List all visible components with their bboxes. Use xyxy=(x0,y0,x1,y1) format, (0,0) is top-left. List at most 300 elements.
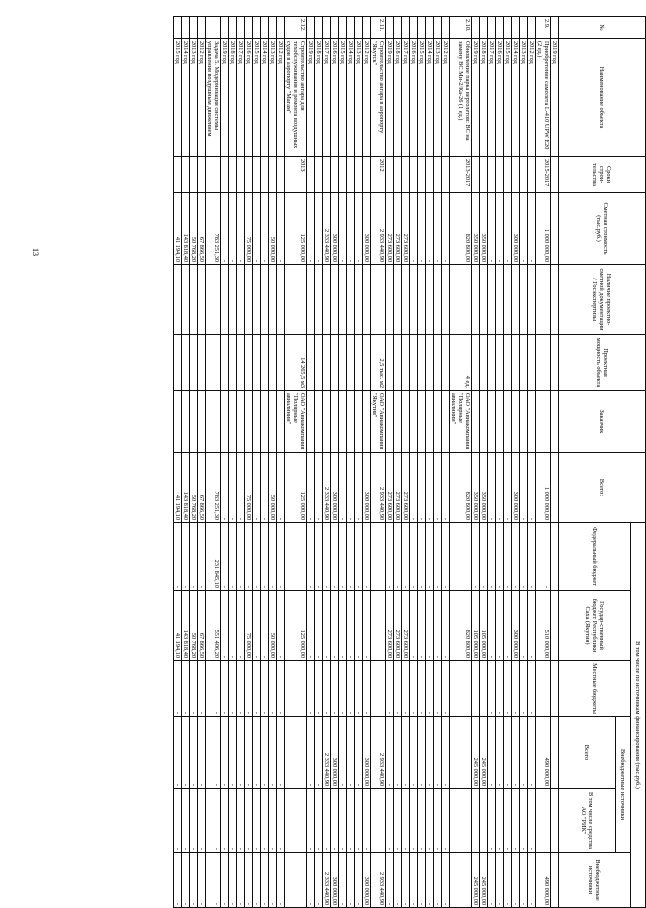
cell-name: Строительство ангара в аэропорту "Якутск" xyxy=(371,39,386,157)
cell-total xyxy=(551,453,559,523)
cell-total: - xyxy=(528,453,536,523)
cell-docs xyxy=(496,265,504,335)
cell-term xyxy=(307,157,315,193)
cell-num xyxy=(410,17,418,39)
cell-term xyxy=(528,157,536,193)
cell-local: - xyxy=(347,661,355,717)
cell-docs xyxy=(480,265,488,335)
cell-rik: - xyxy=(174,789,182,853)
cell-extra-total: - xyxy=(221,717,229,789)
cell-cost: - xyxy=(410,193,418,265)
table-header xyxy=(559,17,646,908)
cell-cost: 2 333 440,90 xyxy=(323,193,331,265)
cell-customer xyxy=(277,391,285,453)
cell-rik: - xyxy=(339,789,347,853)
cell-capacity xyxy=(410,335,418,391)
cell-federal: - xyxy=(418,523,426,591)
cell-name: 2014 год xyxy=(347,39,355,157)
cell-extra2: - xyxy=(394,853,402,908)
cell-local: - xyxy=(394,661,402,717)
cell-num xyxy=(347,17,355,39)
cell-rik: - xyxy=(315,789,323,853)
cell-republic: - xyxy=(528,591,536,661)
cell-republic: - xyxy=(410,591,418,661)
cell-name: 2012 год xyxy=(198,39,206,157)
cell-cost: - xyxy=(237,193,245,265)
cell-customer xyxy=(386,391,394,453)
cell-rik xyxy=(480,789,488,853)
cell-republic: 273 600,00 xyxy=(386,591,394,661)
cell-capacity xyxy=(277,335,285,391)
cell-extra2: - xyxy=(434,853,442,908)
cell-customer xyxy=(442,391,450,453)
cell-capacity xyxy=(418,335,426,391)
cell-term xyxy=(323,157,331,193)
cell-customer xyxy=(496,391,504,453)
table-row xyxy=(504,17,512,908)
cell-capacity xyxy=(331,335,339,391)
cell-federal: - xyxy=(339,523,347,591)
cell-local: - xyxy=(331,661,339,717)
cell-extra-total: - xyxy=(496,717,504,789)
cell-republic: - xyxy=(315,591,323,661)
cell-capacity xyxy=(269,335,277,391)
table-row xyxy=(221,17,229,908)
cell-republic xyxy=(371,591,386,661)
cell-extra-total: - xyxy=(277,717,285,789)
cell-name: 2015 год xyxy=(418,39,426,157)
cell-customer: ОАО "Авиакомпания "Якутия" xyxy=(371,391,386,453)
cell-term xyxy=(480,157,488,193)
cell-capacity xyxy=(536,335,551,391)
cell-federal: - xyxy=(536,523,551,591)
cell-num xyxy=(198,17,206,39)
cell-local: - xyxy=(315,661,323,717)
cell-total: 41 194,10 xyxy=(174,453,182,523)
cell-cost: 350 000,00 xyxy=(472,193,480,265)
cell-customer xyxy=(182,391,190,453)
cell-customer xyxy=(488,391,496,453)
cell-customer xyxy=(402,391,410,453)
cell-rik: - xyxy=(434,789,442,853)
cell-extra-total: - xyxy=(269,717,277,789)
cell-capacity xyxy=(307,335,315,391)
cell-cost: - xyxy=(315,193,323,265)
table-row xyxy=(488,17,496,908)
cell-term xyxy=(434,157,442,193)
cell-term xyxy=(496,157,504,193)
cell-extra2: - xyxy=(174,853,182,908)
cell-num xyxy=(206,17,221,39)
cell-federal: - xyxy=(315,523,323,591)
cell-republic: - xyxy=(363,591,371,661)
cell-republic: - xyxy=(307,591,315,661)
cell-rik: - xyxy=(363,789,371,853)
cell-docs xyxy=(307,265,315,335)
cell-extra-total: - xyxy=(402,717,410,789)
cell-customer xyxy=(206,391,221,453)
cell-customer xyxy=(190,391,198,453)
cell-extra2: - xyxy=(315,853,323,908)
cell-republic: - xyxy=(520,591,528,661)
cell-term xyxy=(504,157,512,193)
table-row xyxy=(347,17,355,908)
cell-total: - xyxy=(339,453,347,523)
cell-extra-total xyxy=(285,717,307,789)
cell-num xyxy=(363,17,371,39)
table-row xyxy=(386,17,394,908)
cell-name: Приобретение самолета L-410 UPW E20 (2 ед.) xyxy=(536,39,551,157)
cell-customer xyxy=(536,391,551,453)
cell-capacity xyxy=(253,335,261,391)
cell-term: 2012 xyxy=(371,157,386,193)
cell-local: - xyxy=(229,661,237,717)
cell-name: 2016 год xyxy=(410,39,418,157)
cell-total: - xyxy=(307,453,315,523)
cell-name: 2019 год xyxy=(221,39,229,157)
cell-name: Задача 5. Модернизация системы управления воздушным движением xyxy=(206,39,221,157)
page-number: 13 xyxy=(31,248,40,256)
cell-total: 350 000,00 xyxy=(472,453,480,523)
header-name: Наименование объекта xyxy=(559,39,646,157)
cell-docs xyxy=(551,265,559,335)
cell-rik: - xyxy=(323,789,331,853)
cell-extra-total: - xyxy=(512,717,520,789)
cell-cost: 75 000,00 xyxy=(245,193,253,265)
table-row xyxy=(536,17,551,908)
cell-capacity xyxy=(190,335,198,391)
cell-republic: 551 406,20 xyxy=(206,591,221,661)
cell-customer xyxy=(347,391,355,453)
cell-rik xyxy=(371,789,386,853)
cell-republic: 50 768,20 xyxy=(190,591,198,661)
cell-customer xyxy=(418,391,426,453)
cell-term xyxy=(402,157,410,193)
cell-docs xyxy=(371,265,386,335)
cell-local xyxy=(536,661,551,717)
cell-rik: - xyxy=(426,789,434,853)
cell-term xyxy=(315,157,323,193)
cell-capacity xyxy=(442,335,450,391)
cell-capacity xyxy=(363,335,371,391)
cell-cost: 350 000,00 xyxy=(480,193,488,265)
cell-num xyxy=(182,17,190,39)
cell-republic: - xyxy=(488,591,496,661)
cell-extra2: 490 000,00 xyxy=(536,853,551,908)
cell-republic: - xyxy=(347,591,355,661)
cell-capacity xyxy=(339,335,347,391)
cell-cost xyxy=(551,193,559,265)
cell-cost: 273 600,00 xyxy=(394,193,402,265)
cell-cost: 273 600,00 xyxy=(386,193,394,265)
cell-num xyxy=(496,17,504,39)
cell-name: Обновление парка вертолетов: ВС на замену ВС Ми-2/Ка-26 (1 ед.) xyxy=(450,39,472,157)
cell-rik: - xyxy=(402,789,410,853)
header-docs: Наличие проектно-сметной документации / Госэкспертизы xyxy=(559,265,646,335)
cell-rik xyxy=(285,789,307,853)
cell-name: 2018 год xyxy=(394,39,402,157)
cell-federal: - xyxy=(394,523,402,591)
cell-customer xyxy=(269,391,277,453)
cell-extra-total: 245 000,00 xyxy=(472,717,480,789)
cell-customer xyxy=(520,391,528,453)
cell-total: 67 866,50 xyxy=(198,453,206,523)
cell-total: - xyxy=(253,453,261,523)
cell-docs xyxy=(331,265,339,335)
cell-federal: - xyxy=(269,523,277,591)
cell-extra2: - xyxy=(496,853,504,908)
cell-customer xyxy=(512,391,520,453)
table-row xyxy=(237,17,245,908)
cell-federal: - xyxy=(434,523,442,591)
cell-num xyxy=(323,17,331,39)
cell-republic: - xyxy=(277,591,285,661)
cell-customer xyxy=(426,391,434,453)
cell-name: 2013 год xyxy=(355,39,363,157)
cell-docs xyxy=(394,265,402,335)
cell-name: 2015 год xyxy=(504,39,512,157)
cell-rik: - xyxy=(442,789,450,853)
cell-total: - xyxy=(237,453,245,523)
cell-docs xyxy=(245,265,253,335)
cell-rik: - xyxy=(253,789,261,853)
cell-federal: - xyxy=(245,523,253,591)
cell-num xyxy=(339,17,347,39)
cell-name: 2014 год xyxy=(261,39,269,157)
cell-extra-total: 300 000,00 xyxy=(363,717,371,789)
header-capacity: Проектная мощность объекта xyxy=(559,335,646,391)
table-row xyxy=(450,17,472,908)
cell-capacity xyxy=(198,335,206,391)
cell-extra2: 300 000,00 xyxy=(363,853,371,908)
cell-customer xyxy=(551,391,559,453)
cell-num xyxy=(528,17,536,39)
cell-rik: - xyxy=(182,789,190,853)
cell-rik: - xyxy=(496,789,504,853)
cell-term xyxy=(277,157,285,193)
table-row xyxy=(285,17,307,908)
header-extra-total: Всего xyxy=(559,717,616,789)
cell-federal: - xyxy=(386,523,394,591)
cell-federal: - xyxy=(237,523,245,591)
cell-capacity xyxy=(261,335,269,391)
cell-extra-total: - xyxy=(307,717,315,789)
cell-total: - xyxy=(261,453,269,523)
cell-term xyxy=(426,157,434,193)
cell-docs xyxy=(206,265,221,335)
cell-term xyxy=(253,157,261,193)
table-row xyxy=(426,17,434,908)
cell-name: 2017 год xyxy=(323,39,331,157)
cell-capacity: 2,5 тыс. м2 xyxy=(371,335,386,391)
cell-num xyxy=(229,17,237,39)
cell-extra2: - xyxy=(245,853,253,908)
cell-name: 2018 год xyxy=(480,39,488,157)
cell-capacity xyxy=(221,335,229,391)
cell-total: 820 800,00 xyxy=(450,453,472,523)
cell-rik: - xyxy=(229,789,237,853)
cell-capacity xyxy=(488,335,496,391)
cell-local: - xyxy=(488,661,496,717)
cell-extra2 xyxy=(285,853,307,908)
cell-term xyxy=(198,157,206,193)
cell-extra2: - xyxy=(512,853,520,908)
cell-extra-total: - xyxy=(174,717,182,789)
cell-extra-total: - xyxy=(504,717,512,789)
cell-name: 2015 год xyxy=(339,39,347,157)
cell-extra-total: - xyxy=(347,717,355,789)
cell-num xyxy=(269,17,277,39)
cell-docs xyxy=(504,265,512,335)
cell-num xyxy=(426,17,434,39)
cell-capacity xyxy=(394,335,402,391)
cell-cost: - xyxy=(426,193,434,265)
cell-customer: ОАО "Авиакомпания "Полярные авиалинии" xyxy=(450,391,472,453)
cell-cost: - xyxy=(221,193,229,265)
cell-extra-total: - xyxy=(261,717,269,789)
cell-customer xyxy=(528,391,536,453)
cell-total: - xyxy=(221,453,229,523)
cell-customer xyxy=(245,391,253,453)
cell-extra2: - xyxy=(182,853,190,908)
cell-num xyxy=(331,17,339,39)
cell-total: 300 000,00 xyxy=(512,453,520,523)
cell-extra-total: - xyxy=(315,717,323,789)
cell-rik: - xyxy=(394,789,402,853)
cell-rik xyxy=(450,789,472,853)
table-row xyxy=(198,17,206,908)
cell-cost: - xyxy=(496,193,504,265)
cell-republic: 67 866,50 xyxy=(198,591,206,661)
cell-num xyxy=(504,17,512,39)
cell-total: 273 600,00 xyxy=(394,453,402,523)
cell-republic: 105 000,00 xyxy=(480,591,488,661)
cell-extra-total: - xyxy=(528,717,536,789)
cell-extra-total: 2 333 440,90 xyxy=(323,717,331,789)
cell-total: - xyxy=(355,453,363,523)
cell-docs xyxy=(339,265,347,335)
cell-local: - xyxy=(402,661,410,717)
cell-cost: - xyxy=(528,193,536,265)
cell-extra-total: - xyxy=(488,717,496,789)
table-row xyxy=(551,17,559,908)
cell-federal: - xyxy=(190,523,198,591)
cell-capacity xyxy=(206,335,221,391)
cell-total: - xyxy=(229,453,237,523)
cell-extra-total: - xyxy=(237,717,245,789)
rotated-page xyxy=(131,16,646,905)
cell-total: 300 000,00 xyxy=(363,453,371,523)
cell-num xyxy=(394,17,402,39)
cell-capacity: 14 265,5 м3 xyxy=(285,335,307,391)
cell-federal: - xyxy=(410,523,418,591)
cell-num xyxy=(418,17,426,39)
cell-local: - xyxy=(520,661,528,717)
cell-capacity xyxy=(245,335,253,391)
cell-republic: - xyxy=(323,591,331,661)
cell-name: 2019 год xyxy=(386,39,394,157)
cell-extra2: - xyxy=(528,853,536,908)
cell-docs xyxy=(285,265,307,335)
cell-num: 2.12. xyxy=(285,17,307,39)
cell-extra-total: - xyxy=(253,717,261,789)
cell-local: - xyxy=(237,661,245,717)
cell-cost: 50 000,00 xyxy=(269,193,277,265)
cell-term: 2013 xyxy=(285,157,307,193)
header-extra-group: Внебюджетные источники xyxy=(616,717,631,853)
cell-num: 2.11. xyxy=(371,17,386,39)
cell-num xyxy=(261,17,269,39)
table-row xyxy=(434,17,442,908)
table-row xyxy=(315,17,323,908)
cell-total: 300 000,00 xyxy=(331,453,339,523)
cell-num xyxy=(315,17,323,39)
cell-federal: - xyxy=(528,523,536,591)
cell-republic: 820 800,00 xyxy=(450,591,472,661)
cell-republic: 300 000,00 xyxy=(512,591,520,661)
cell-term xyxy=(331,157,339,193)
cell-extra-total: - xyxy=(418,717,426,789)
cell-extra2: - xyxy=(277,853,285,908)
cell-term xyxy=(174,157,182,193)
cell-term xyxy=(229,157,237,193)
table-row xyxy=(520,17,528,908)
cell-extra2: - xyxy=(355,853,363,908)
cell-customer xyxy=(323,391,331,453)
cell-extra2: - xyxy=(488,853,496,908)
cell-federal: - xyxy=(402,523,410,591)
cell-docs xyxy=(528,265,536,335)
cell-local xyxy=(551,661,559,717)
cell-local: - xyxy=(418,661,426,717)
cell-rik: - xyxy=(198,789,206,853)
cell-capacity xyxy=(347,335,355,391)
cell-extra2 xyxy=(551,853,559,908)
cell-name: 2012 год xyxy=(528,39,536,157)
cell-num xyxy=(520,17,528,39)
cell-total: 50 000,00 xyxy=(269,453,277,523)
cell-federal xyxy=(285,523,307,591)
cell-rik: - xyxy=(520,789,528,853)
cell-capacity xyxy=(472,335,480,391)
cell-republic: - xyxy=(253,591,261,661)
cell-rik: - xyxy=(410,789,418,853)
cell-total: 783 251,30 xyxy=(206,453,221,523)
cell-name: 2019 год xyxy=(472,39,480,157)
cell-docs xyxy=(426,265,434,335)
cell-total: 2 333 440,90 xyxy=(323,453,331,523)
cell-total: 143 818,40 xyxy=(182,453,190,523)
cell-docs xyxy=(198,265,206,335)
cell-local: - xyxy=(190,661,198,717)
cell-total: - xyxy=(488,453,496,523)
cell-republic: 143 818,40 xyxy=(182,591,190,661)
table-row xyxy=(331,17,339,908)
cell-rik xyxy=(472,789,480,853)
cell-local: - xyxy=(221,661,229,717)
cell-local: - xyxy=(261,661,269,717)
table-row xyxy=(528,17,536,908)
cell-docs xyxy=(237,265,245,335)
cell-federal: - xyxy=(229,523,237,591)
cell-capacity xyxy=(229,335,237,391)
cell-num xyxy=(253,17,261,39)
cell-term xyxy=(245,157,253,193)
table-row xyxy=(206,17,221,908)
cell-term xyxy=(221,157,229,193)
cell-total: - xyxy=(418,453,426,523)
cell-docs xyxy=(355,265,363,335)
